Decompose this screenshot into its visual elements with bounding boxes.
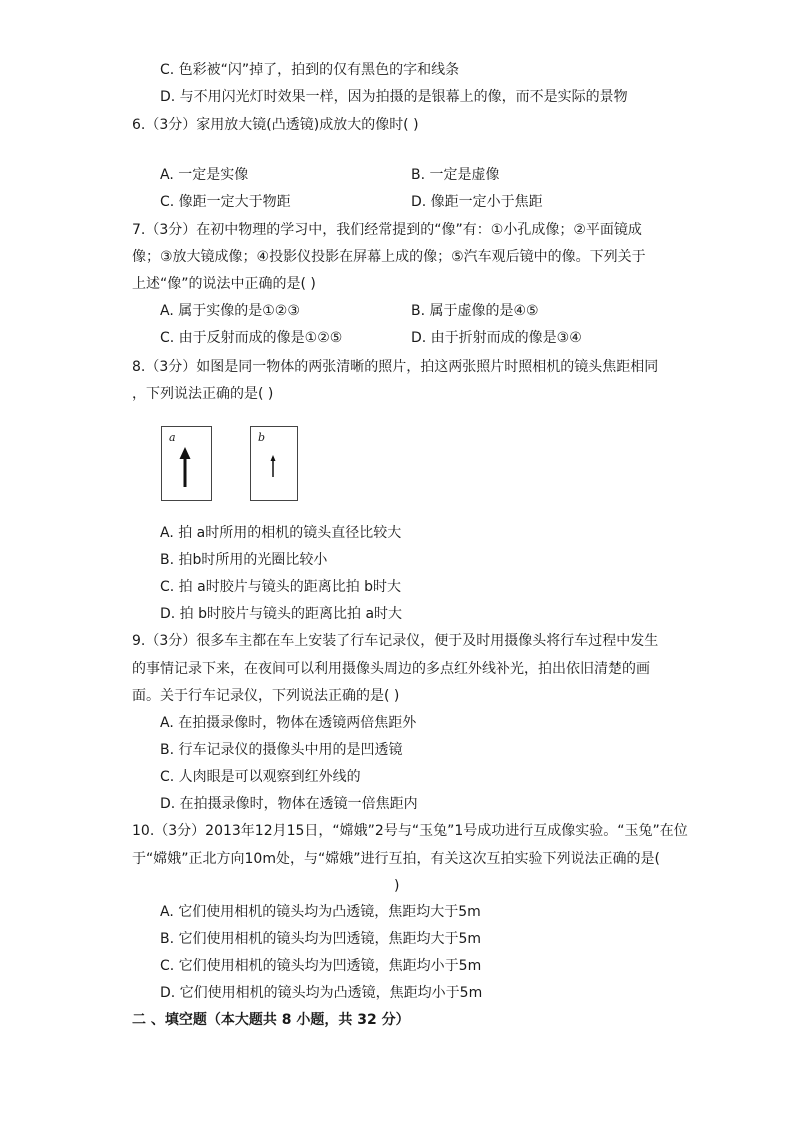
q6-stem: 6.（3分）家用放大镜(凸透镜)成放大的像时( ) — [132, 117, 419, 133]
q9-stem-line1: 9.（3分）很多车主都在车上安装了行车记录仪，便于及时用摄像头将行车过程中发生 — [132, 633, 659, 649]
q10-option-d: D. 它们使用相机的镜头均为凸透镜，焦距均小于5m — [160, 985, 483, 1001]
arrow-up-small-icon — [251, 427, 297, 500]
q6-option-b: B. 一定是虚像 — [411, 167, 500, 183]
arrow-up-large-icon — [162, 427, 211, 500]
photo-a-label: a — [169, 431, 176, 444]
q10-option-a: A. 它们使用相机的镜头均为凸透镜，焦距均大于5m — [160, 904, 481, 920]
q10-stem-line3: ) — [394, 878, 400, 894]
q9-option-a: A. 在拍摄录像时，物体在透镜两倍焦距外 — [160, 715, 417, 731]
q7-option-b: B. 属于虚像的是④⑤ — [411, 303, 539, 319]
q5-option-c: C. 色彩被“闪”掉了，拍到的仅有黑色的字和线条 — [160, 62, 460, 78]
q6-option-d: D. 像距一定小于焦距 — [411, 194, 543, 210]
q8-option-b: B. 拍b时所用的光圈比较小 — [160, 552, 328, 568]
q7-option-c: C. 由于反射而成的像是①②⑤ — [160, 330, 343, 346]
q10-option-c: C. 它们使用相机的镜头均为凹透镜，焦距均小于5m — [160, 958, 482, 974]
q9-stem-line3: 面。关于行车记录仪，下列说法正确的是( ) — [132, 688, 400, 704]
photo-a — [161, 426, 212, 501]
q7-stem-line1: 7.（3分）在初中物理的学习中，我们经常提到的“像”有：①小孔成像；②平面镜成 — [132, 222, 642, 238]
q8-option-d: D. 拍 b时胶片与镜头的距离比拍 a时大 — [160, 606, 403, 622]
q7-option-a: A. 属于实像的是①②③ — [160, 303, 300, 319]
q9-option-b: B. 行车记录仪的摄像头中用的是凹透镜 — [160, 742, 403, 758]
photo-b-label: b — [258, 431, 266, 444]
q8-stem-line1: 8.（3分）如图是同一物体的两张清晰的照片，拍这两张照片时照相机的镜头焦距相同 — [132, 359, 659, 375]
q9-option-d: D. 在拍摄录像时，物体在透镜一倍焦距内 — [160, 796, 418, 812]
q8-stem-line2: ，下列说法正确的是( ) — [132, 386, 274, 402]
q7-option-d: D. 由于折射而成的像是③④ — [411, 330, 582, 346]
q7-stem-line3: 上述“像”的说法中正确的是( ) — [132, 276, 316, 292]
section-2-heading: 二 、填空题（本大题共 8 小题，共 32 分） — [132, 1012, 410, 1028]
q8-option-a: A. 拍 a时所用的相机的镜头直径比较大 — [160, 525, 402, 541]
q10-option-b: B. 它们使用相机的镜头均为凹透镜，焦距均大于5m — [160, 931, 482, 947]
q8-option-c: C. 拍 a时胶片与镜头的距离比拍 b时大 — [160, 579, 402, 595]
q9-stem-line2: 的事情记录下来，在夜间可以利用摄像头周边的多点红外线补光，拍出依旧清楚的画 — [132, 661, 650, 677]
q10-stem-line2: 于“嫦娥”正北方向10m处，与“嫦娥”进行互拍，有关这次互拍实验下列说法正确的是( — [132, 851, 660, 867]
q9-option-c: C. 人肉眼是可以观察到红外线的 — [160, 769, 361, 785]
photo-b — [250, 426, 298, 501]
q6-option-c: C. 像距一定大于物距 — [160, 194, 291, 210]
q5-option-d: D. 与不用闪光灯时效果一样，因为拍摄的是银幕上的像，而不是实际的景物 — [160, 89, 628, 105]
q7-stem-line2: 像；③放大镜成像；④投影仪投影在屏幕上成的像；⑤汽车观后镜中的像。下列关于 — [132, 249, 646, 265]
q6-option-a: A. 一定是实像 — [160, 167, 249, 183]
q10-stem-line1: 10.（3分）2013年12月15日，“嫦娥”2号与“玉兔”1号成功进行互成像实验。“玉兔”在位 — [132, 823, 688, 839]
